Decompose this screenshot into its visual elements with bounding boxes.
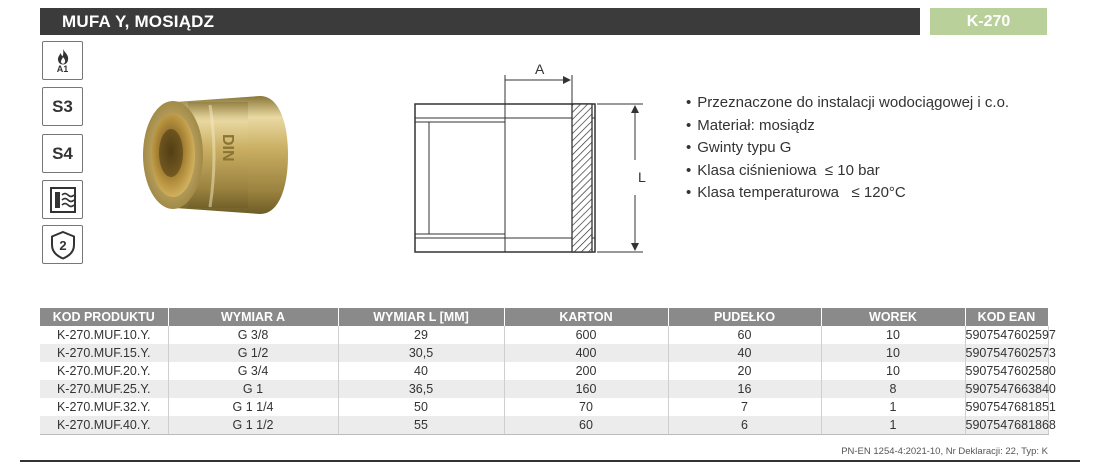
dim-a-label: A [535,61,545,77]
table-row [40,344,1048,362]
heat-resistance-icon [48,185,78,215]
s3-badge [42,87,83,126]
feature-item: • Klasa temperaturowa ≤ 120°C [686,182,1009,205]
product-title: MUFA Y, MOSIĄDZ [40,8,920,35]
col-header-box: PUDEŁKO [668,308,821,326]
cell-box: 7 [668,398,821,416]
cell-carton: 400 [504,344,668,362]
cell-bag: 10 [821,326,965,344]
cell-size-l: 55 [338,416,504,435]
fire-class-label: A1 [56,63,69,74]
product-photo [140,80,290,230]
cell-box: 20 [668,362,821,380]
standard-footnote: PN-EN 1254-4:2021-10, Nr Deklaracji: 22, Typ: K [841,446,1048,457]
cell-bag: 1 [821,398,965,416]
cell-box: 6 [668,416,821,435]
feature-list [686,92,1009,205]
feature-item: • Gwinty typu G [686,137,1009,160]
cell-size-l: 40 [338,362,504,380]
shield-badge [42,225,83,264]
fire-class-badge [42,41,83,80]
cell-bag: 1 [821,416,965,435]
heat-badge [42,180,83,219]
cell-size-l: 36,5 [338,380,504,398]
cell-size-a: G 3/4 [168,362,338,380]
cell-carton: 60 [504,416,668,435]
cell-box: 40 [668,344,821,362]
feature-item: • Klasa ciśnieniowa ≤ 10 bar [686,160,1009,183]
cell-size-a: G 1 [168,380,338,398]
cell-carton: 70 [504,398,668,416]
cell-size-a: G 1 1/4 [168,398,338,416]
specification-table [40,308,1056,435]
svg-text:DIN: DIN [219,134,236,162]
cell-size-l: 30,5 [338,344,504,362]
dim-l-label: L [638,169,646,185]
cell-size-l: 29 [338,326,504,344]
cell-ean: 5907547602597 [965,328,1056,342]
shield-2-icon [49,230,77,260]
cell-ean: 5907547681868 [965,416,1048,435]
col-header-size-l: WYMIAR L [MM] [338,308,504,326]
col-header-size-a: WYMIAR A [168,308,338,326]
s4-icon: S4 [52,143,73,163]
cell-box: 60 [668,326,821,344]
table-row [40,326,1048,344]
cell-ean: 5907547602573 [965,346,1056,360]
cell-product-code: K-270.MUF.25.Y. [40,380,168,398]
cell-ean: 5907547602580 [965,364,1056,378]
feature-item: • Materiał: mosiądz [686,115,1009,138]
table-row [40,380,1048,398]
technical-drawing [405,60,660,265]
bottom-divider [20,460,1080,462]
table-row [40,398,1048,416]
cell-product-code: K-270.MUF.20.Y. [40,362,168,380]
cell-carton: 200 [504,362,668,380]
s4-badge [42,134,83,173]
cell-size-l: 50 [338,398,504,416]
cell-bag: 10 [821,344,965,362]
cell-box: 16 [668,380,821,398]
feature-item: • Przeznaczone do instalacji wodociągowej i c.o. [686,92,1009,115]
cell-bag: 8 [821,380,965,398]
col-header-bag: WOREK [821,308,965,326]
table-row [40,416,1048,435]
cell-size-a: G 1/2 [168,344,338,362]
cell-carton: 600 [504,326,668,344]
cell-carton: 160 [504,380,668,398]
cell-ean: 5907547681851 [965,400,1056,414]
cell-bag: 10 [821,362,965,380]
shield-2-label: 2 [58,237,67,253]
s3-icon: S3 [52,96,73,116]
cell-size-a: G 3/8 [168,326,338,344]
cell-product-code: K-270.MUF.10.Y. [40,326,168,344]
cell-product-code: K-270.MUF.32.Y. [40,398,168,416]
col-header-ean: KOD EAN [965,308,1048,326]
table-header-row [40,308,1048,326]
cell-product-code: K-270.MUF.40.Y. [40,416,168,435]
cell-product-code: K-270.MUF.15.Y. [40,344,168,362]
col-header-carton: KARTON [504,308,668,326]
col-header-product-code: KOD PRODUKTU [40,308,168,326]
table-row [40,362,1048,380]
fire-icon [55,48,71,65]
product-code-badge: K-270 [930,8,1047,35]
cell-ean: 5907547663840 [965,382,1056,396]
cell-size-a: G 1 1/2 [168,416,338,435]
